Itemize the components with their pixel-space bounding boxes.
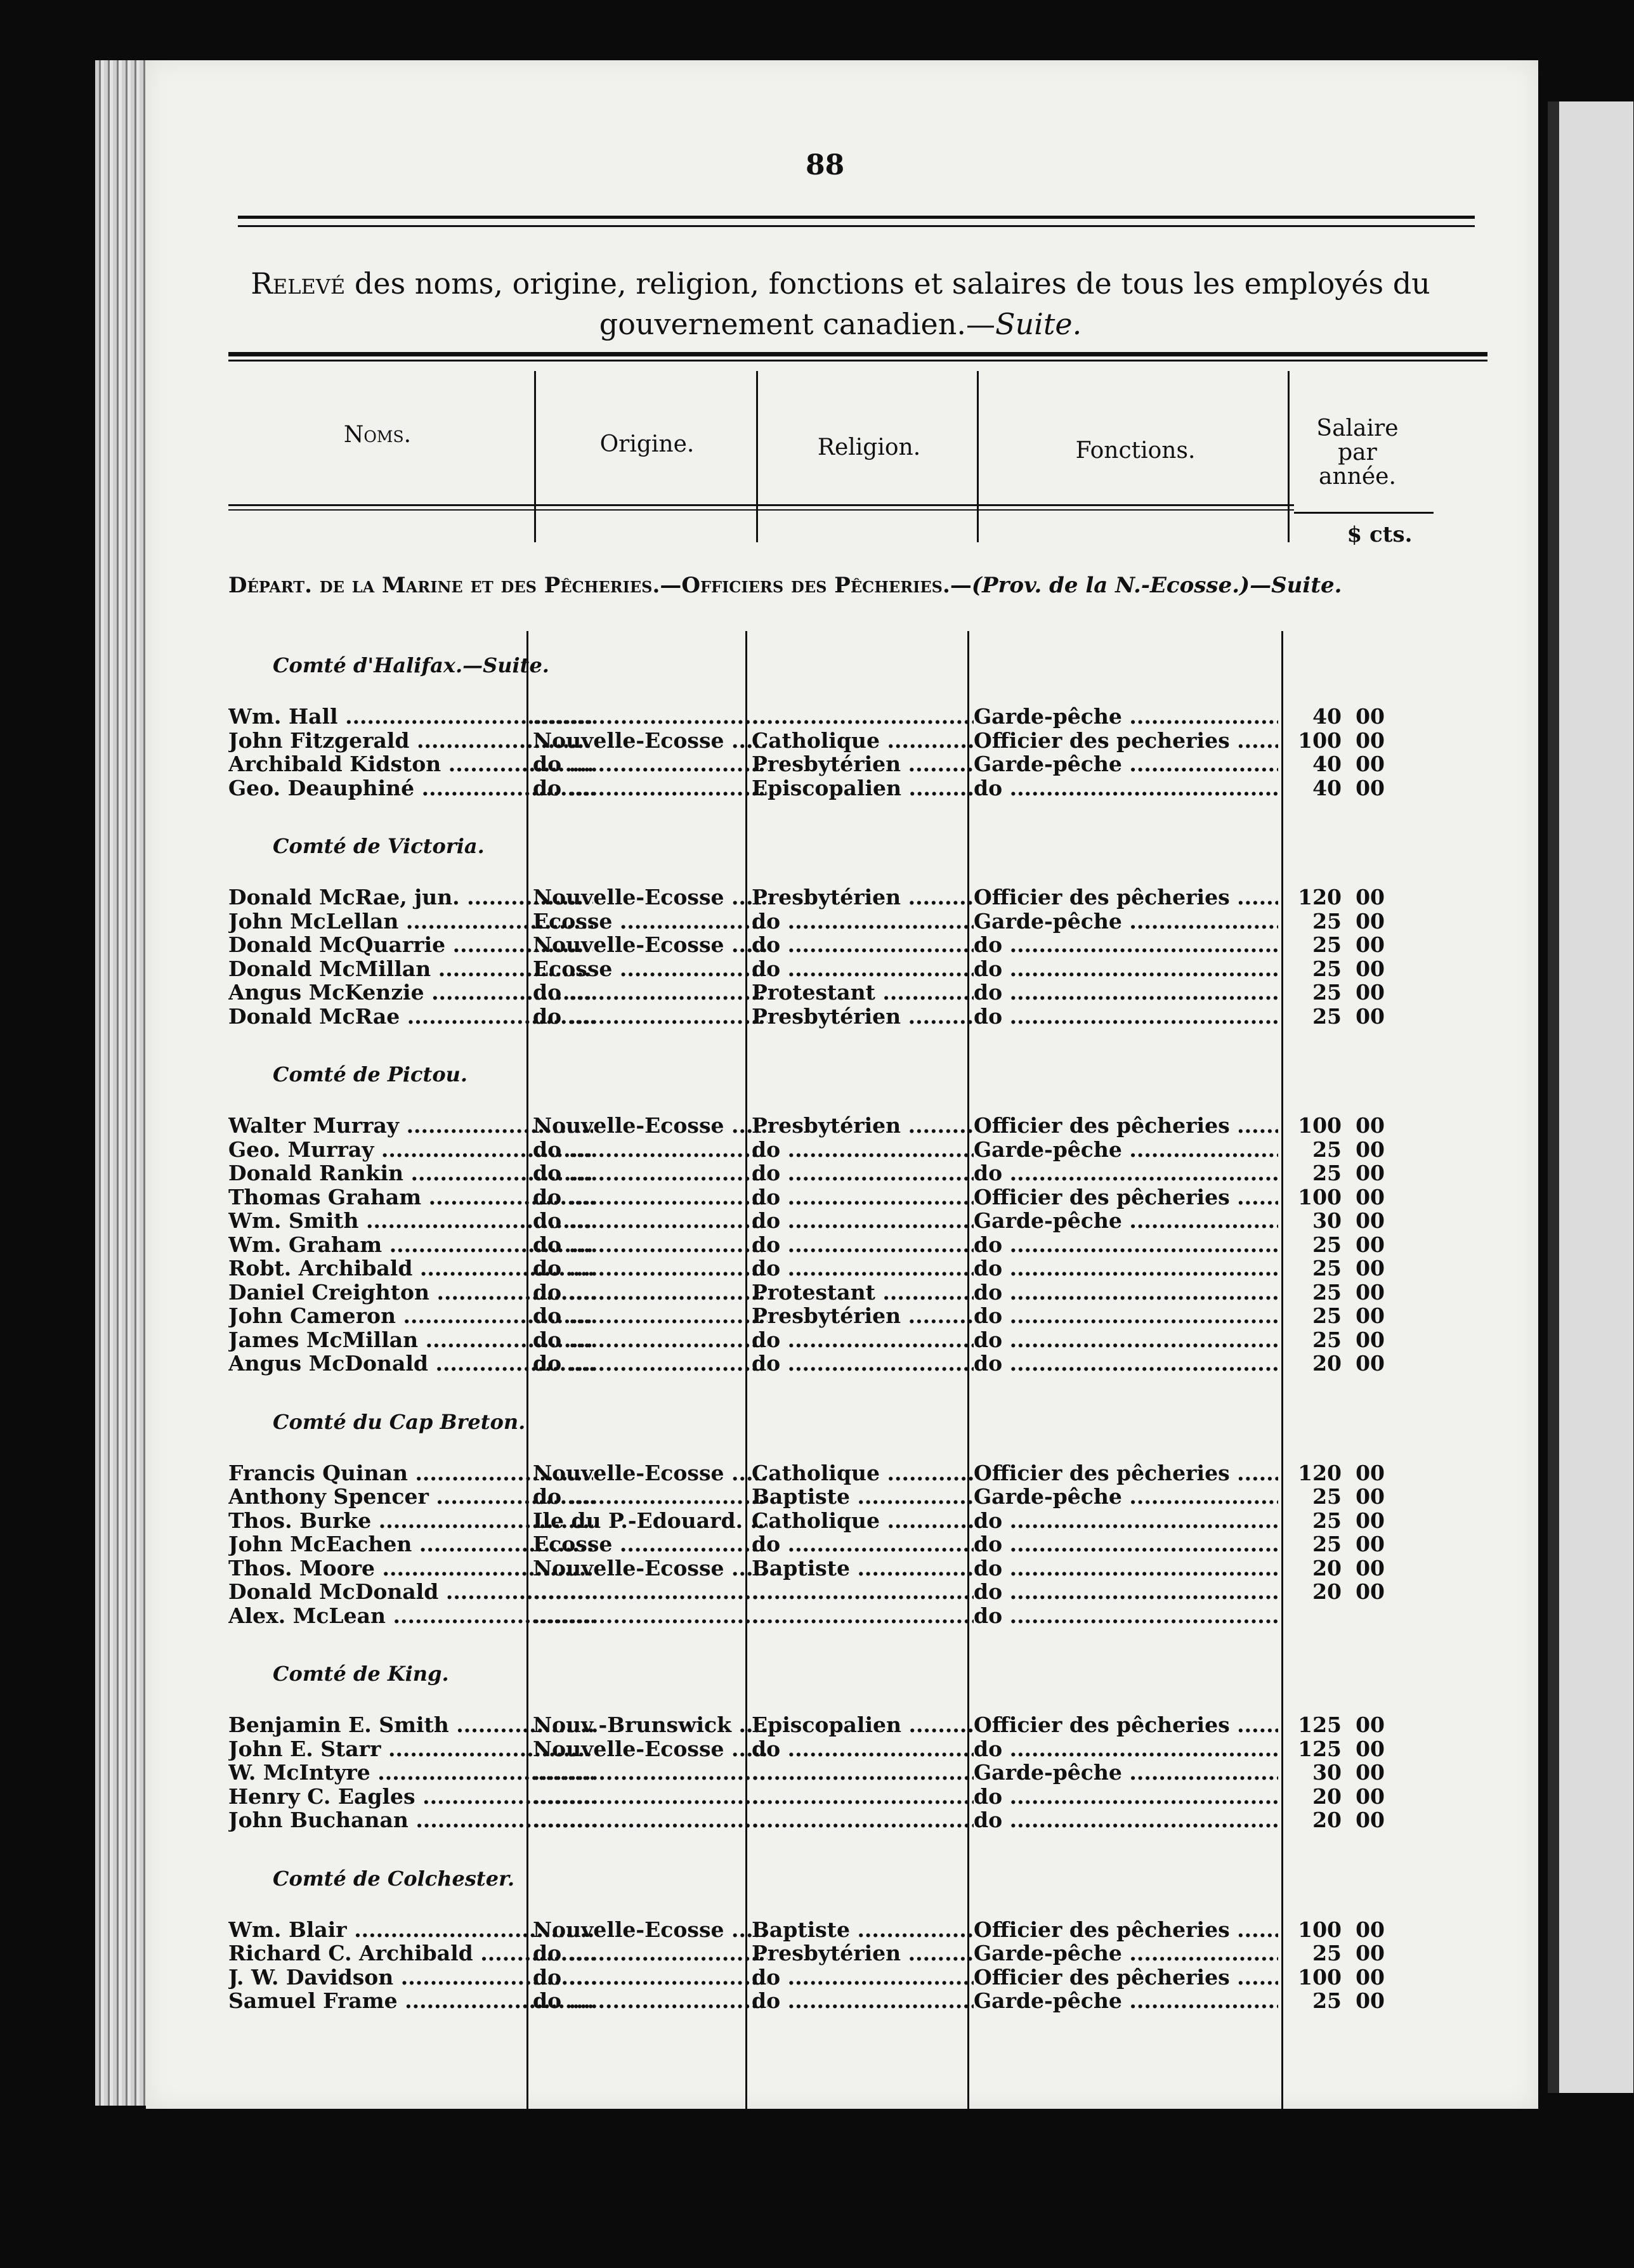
table-row (146, 1351, 1478, 1374)
employee-origin: Nouvelle-Ecosse ..... (533, 1917, 768, 1942)
employee-salary-cents: 00 (1356, 1256, 1385, 1281)
employee-salary-cents: 00 (1356, 1917, 1385, 1942)
employee-religion: Episcopalien ..... (752, 1712, 974, 1737)
employee-salary-cents: 00 (1356, 1279, 1385, 1305)
employee-origin: Ecosse ..... (533, 956, 768, 981)
employee-salary-cents: 00 (1356, 775, 1385, 800)
county-heading: Comté d'Halifax.—Suite. (273, 653, 549, 677)
table-row (146, 1532, 1478, 1554)
employee-salary: 25 (1312, 1988, 1342, 2013)
employee-name: John E. Starr ..... (228, 1737, 593, 1761)
header-units: $ cts. (1347, 522, 1413, 547)
table-row (146, 1280, 1478, 1303)
employee-function: do ..... (974, 1808, 1278, 1832)
employee-religion: Protestant ..... (752, 1280, 974, 1305)
employee-salary: 25 (1312, 980, 1342, 1005)
facing-page-strip (1548, 101, 1633, 2093)
employee-religion: Presbytérien ..... (752, 1941, 974, 1965)
employee-salary-cents: 00 (1356, 1736, 1385, 1761)
employee-function: do ..... (974, 1737, 1278, 1761)
employee-function: do ..... (974, 1303, 1278, 1328)
employee-name: Thomas Graham ..... (228, 1185, 593, 1209)
table-row (146, 1137, 1478, 1160)
employee-salary: 25 (1312, 908, 1342, 934)
employee-origin: Nouvelle-Ecosse ..... (533, 1113, 768, 1138)
table-row (146, 1808, 1478, 1830)
employee-religion: Baptiste ..... (752, 1917, 974, 1942)
employee-salary-cents: 00 (1356, 956, 1385, 981)
employee-religion: do ..... (752, 1988, 974, 2013)
employee-salary: 25 (1312, 1327, 1342, 1352)
employee-salary: 120 (1298, 1460, 1342, 1485)
header-salaire-line3: année. (1319, 464, 1396, 490)
table-row (146, 1208, 1478, 1231)
employee-salary-cents: 00 (1356, 1232, 1385, 1257)
table-row (146, 752, 1478, 774)
employee-religion: do ..... (752, 1327, 974, 1352)
employee-religion (752, 1808, 974, 1832)
table-row (146, 1988, 1478, 2011)
employee-name: Anthony Spencer ..... (228, 1484, 593, 1509)
employee-origin: do ..... (533, 1965, 768, 1990)
employee-origin: do ..... (533, 1232, 768, 1257)
table-row (146, 1917, 1478, 1940)
employee-function: do ..... (974, 1232, 1278, 1257)
employee-salary: 100 (1298, 727, 1342, 753)
employee-function: do ..... (974, 776, 1278, 800)
employee-function: Officier des pêcheries ..... (974, 1185, 1278, 1209)
employee-function: Garde-pêche ..... (974, 1484, 1278, 1509)
employee-origin: do ..... (533, 776, 768, 800)
table-row (146, 1941, 1478, 1964)
table-row (146, 1327, 1478, 1350)
employee-name: John Cameron ..... (228, 1303, 593, 1328)
header-separator (977, 371, 979, 542)
header-separator (756, 371, 758, 542)
employee-salary: 25 (1312, 1137, 1342, 1162)
employee-name: Benjamin E. Smith ..... (228, 1712, 593, 1737)
employee-function: Garde-pêche ..... (974, 1941, 1278, 1965)
employee-function: do ..... (974, 1784, 1278, 1809)
employee-name: Donald Rankin ..... (228, 1161, 593, 1185)
table-row (146, 1461, 1478, 1483)
employee-salary: 100 (1298, 1964, 1342, 1990)
employee-religion: do ..... (752, 1232, 974, 1257)
employee-salary: 100 (1298, 1113, 1342, 1138)
employee-salary: 25 (1312, 1003, 1342, 1029)
employee-function: do ..... (974, 956, 1278, 981)
employee-function: do ..... (974, 1508, 1278, 1533)
employee-origin (533, 1579, 768, 1604)
table-row (146, 1484, 1478, 1507)
table-row (146, 885, 1478, 908)
employee-origin: do ..... (533, 1004, 768, 1029)
employee-origin: Nouvelle-Ecosse ..... (533, 1556, 768, 1580)
employee-salary: 125 (1298, 1712, 1342, 1737)
employee-salary-cents: 00 (1356, 1808, 1385, 1832)
employee-function: do ..... (974, 1256, 1278, 1281)
employee-function: Officier des pêcheries ..... (974, 1461, 1278, 1485)
employee-salary: 100 (1298, 1184, 1342, 1209)
employee-salary-cents: 00 (1356, 1988, 1385, 2013)
employee-salary: 25 (1312, 1232, 1342, 1257)
employee-salary: 100 (1298, 1917, 1342, 1942)
employee-salary: 30 (1312, 1208, 1342, 1233)
table-row (146, 1760, 1478, 1783)
employee-name: Wm. Blair ..... (228, 1917, 593, 1942)
employee-origin: Nouvelle-Ecosse ..... (533, 1737, 768, 1761)
employee-religion: Episcopalien ..... (752, 776, 974, 800)
header-rule-bottom (228, 504, 1294, 506)
table-row (146, 980, 1478, 1003)
employee-religion: do ..... (752, 1137, 974, 1162)
employee-function: Officier des pêcheries ..... (974, 1113, 1278, 1138)
employee-salary-cents: 00 (1356, 1579, 1385, 1604)
employee-salary-cents: 00 (1356, 1783, 1385, 1809)
header-religion: Religion. (817, 434, 921, 460)
table-row (146, 1603, 1478, 1626)
header-rule-top (228, 352, 1487, 356)
employee-origin: do ..... (533, 1988, 768, 2013)
employee-name: Thos. Burke ..... (228, 1508, 593, 1533)
employee-salary: 25 (1312, 1508, 1342, 1533)
employee-religion: Catholique ..... (752, 728, 974, 753)
employee-religion: do ..... (752, 1185, 974, 1209)
employee-origin: Ecosse ..... (533, 909, 768, 934)
page-number: 88 (806, 149, 845, 181)
employee-religion: Presbytérien ..... (752, 1303, 974, 1328)
department-suite: —Suite. (1250, 573, 1342, 598)
employee-salary-cents: 00 (1356, 1137, 1385, 1162)
top-rule (238, 216, 1475, 219)
employee-religion: do ..... (752, 932, 974, 957)
employee-religion: do ..... (752, 1532, 974, 1556)
employee-salary-cents: 00 (1356, 932, 1385, 957)
table-row (146, 1784, 1478, 1807)
employee-origin: do ..... (533, 1941, 768, 1965)
employee-salary: 40 (1312, 752, 1342, 776)
employee-name: Richard C. Archibald ..... (228, 1941, 593, 1965)
employee-function: Officier des pêcheries ..... (974, 1712, 1278, 1737)
employee-salary: 25 (1312, 1161, 1342, 1185)
header-salaire-line2: par (1338, 440, 1377, 466)
employee-origin: do ..... (533, 1303, 768, 1328)
employee-name: James McMillan ..... (228, 1327, 593, 1352)
book-page-edges (95, 60, 149, 2106)
employee-religion: Baptiste ..... (752, 1556, 974, 1580)
employee-religion: Presbytérien ..... (752, 752, 974, 776)
employee-salary: 120 (1298, 885, 1342, 909)
employee-origin: Nouvelle-Ecosse ..... (533, 728, 768, 753)
employee-name: Walter Murray ..... (228, 1113, 593, 1138)
employee-function: Officier des pêcheries ..... (974, 885, 1278, 909)
employee-origin (533, 1760, 768, 1785)
employee-name: W. McIntyre ..... (228, 1760, 593, 1785)
employee-salary-cents: 00 (1356, 1184, 1385, 1209)
employee-name: Donald McDonald ..... (228, 1579, 593, 1604)
employee-origin (533, 704, 768, 729)
employee-function: do ..... (974, 1532, 1278, 1556)
employee-name: Francis Quinan ..... (228, 1461, 593, 1485)
employee-name: Alex. McLean ..... (228, 1603, 593, 1628)
employee-origin: Nouvelle-Ecosse ..... (533, 1461, 768, 1485)
employee-name: Samuel Frame ..... (228, 1988, 593, 2013)
employee-salary-cents: 00 (1356, 908, 1385, 934)
table-row (146, 909, 1478, 932)
employee-origin: do ..... (533, 1185, 768, 1209)
title-suite: Suite. (995, 307, 1082, 341)
employee-salary-cents: 00 (1356, 1532, 1385, 1556)
employee-salary-cents: 00 (1356, 1003, 1385, 1029)
employee-salary-cents: 00 (1356, 1351, 1385, 1376)
employee-function: Garde-pêche ..... (974, 704, 1278, 729)
employee-origin (533, 1808, 768, 1832)
employee-religion: do ..... (752, 1737, 974, 1761)
employee-salary-cents: 00 (1356, 885, 1385, 909)
employee-origin: Ile du P.-Edouard. ..... (533, 1508, 768, 1533)
employee-function: Garde-pêche ..... (974, 1137, 1278, 1162)
employee-name: John Buchanan ..... (228, 1808, 593, 1832)
department-province: (Prov. de la N.-Ecosse.) (971, 573, 1250, 598)
employee-origin: do ..... (533, 1137, 768, 1162)
employee-function: Officier des pêcheries ..... (974, 1917, 1278, 1942)
employee-function: Garde-pêche ..... (974, 752, 1278, 776)
employee-religion (752, 1579, 974, 1604)
table-row (146, 1185, 1478, 1208)
employee-function: Officier des pecheries ..... (974, 728, 1278, 753)
employee-religion: Presbytérien ..... (752, 1004, 974, 1029)
employee-religion: Protestant ..... (752, 980, 974, 1005)
employee-salary: 25 (1312, 1303, 1342, 1328)
header-separator (1288, 371, 1290, 542)
employee-function: do ..... (974, 1351, 1278, 1376)
employee-name: Thos. Moore ..... (228, 1556, 593, 1580)
table-row (146, 932, 1478, 955)
title-lead: Relevé (251, 266, 346, 301)
county-heading: Comté de Pictou. (273, 1062, 468, 1086)
department-main: Départ. de la Marine et des Pêcheries.—Officiers des Pêcheries.— (228, 573, 972, 598)
header-salaire-line1: Salaire (1316, 415, 1399, 441)
employee-salary: 40 (1312, 775, 1342, 800)
employee-religion: do ..... (752, 956, 974, 981)
table-row (146, 1737, 1478, 1759)
employee-function: do ..... (974, 932, 1278, 957)
employee-salary-cents: 00 (1356, 980, 1385, 1005)
employee-function: do ..... (974, 1556, 1278, 1580)
county-heading: Comté de King. (273, 1662, 449, 1686)
employee-religion: do ..... (752, 1256, 974, 1281)
header-fonctions: Fonctions. (1075, 438, 1196, 464)
header-separator (534, 371, 536, 542)
employee-origin: do ..... (533, 1484, 768, 1509)
employee-function: Garde-pêche ..... (974, 1208, 1278, 1233)
table-row (146, 1508, 1478, 1531)
employee-origin: Nouvelle-Ecosse ..... (533, 885, 768, 909)
employee-name: Geo. Deauphiné ..... (228, 776, 593, 800)
employee-name: Robt. Archibald ..... (228, 1256, 593, 1281)
employee-religion (752, 1784, 974, 1809)
top-rule-thin (238, 225, 1475, 227)
table-row (146, 1161, 1478, 1183)
employee-religion (752, 1760, 974, 1785)
employee-name: Wm. Graham ..... (228, 1232, 593, 1257)
employee-name: John McLellan ..... (228, 909, 593, 934)
employee-salary-cents: 00 (1356, 752, 1385, 776)
employee-salary: 25 (1312, 932, 1342, 957)
table-row (146, 1232, 1478, 1255)
employee-religion: Presbytérien ..... (752, 1113, 974, 1138)
employee-name: Archibald Kidston ..... (228, 752, 593, 776)
employee-origin: do ..... (533, 1280, 768, 1305)
employee-function: Garde-pêche ..... (974, 909, 1278, 934)
employee-salary-cents: 00 (1356, 1712, 1385, 1737)
table-row (146, 1004, 1478, 1027)
employee-origin: do ..... (533, 1351, 768, 1376)
employee-origin: Ecosse ..... (533, 1532, 768, 1556)
employee-name: Geo. Murray ..... (228, 1137, 593, 1162)
employee-salary-cents: 00 (1356, 1327, 1385, 1352)
employee-salary: 20 (1312, 1783, 1342, 1809)
employee-origin (533, 1603, 768, 1628)
employee-origin: do ..... (533, 752, 768, 776)
table-row (146, 1556, 1478, 1579)
employee-salary-cents: 00 (1356, 1941, 1385, 1965)
employee-salary: 30 (1312, 1760, 1342, 1785)
employee-salary-cents: 00 (1356, 1484, 1385, 1509)
employee-origin: do ..... (533, 980, 768, 1005)
employee-salary: 40 (1312, 704, 1342, 729)
table-row (146, 1303, 1478, 1326)
table-row (146, 1113, 1478, 1136)
county-heading: Comté de Victoria. (273, 834, 485, 858)
header-noms: Noms. (343, 422, 412, 448)
employee-name: Angus McKenzie ..... (228, 980, 593, 1005)
table-row (146, 1965, 1478, 1988)
employee-function: do ..... (974, 980, 1278, 1005)
employee-salary-cents: 00 (1356, 1760, 1385, 1785)
table-row (146, 776, 1478, 798)
employee-function: Officier des pêcheries ..... (974, 1965, 1278, 1990)
header-salaire (1294, 417, 1421, 489)
employee-salary: 25 (1312, 1532, 1342, 1556)
header-rule-top-thin (228, 360, 1487, 362)
table-row (146, 1256, 1478, 1279)
salary-rule (1294, 512, 1434, 514)
title-text: des noms, origine, religion, fonctions et salaires de tous les employés du (354, 266, 1430, 301)
employee-salary-cents: 00 (1356, 1208, 1385, 1233)
employee-origin: do ..... (533, 1327, 768, 1352)
employee-salary: 125 (1298, 1736, 1342, 1761)
employee-religion: Presbytérien ..... (752, 885, 974, 909)
employee-origin: Nouvelle-Ecosse ..... (533, 932, 768, 957)
employee-name: Angus McDonald ..... (228, 1351, 593, 1376)
employee-function: do ..... (974, 1280, 1278, 1305)
employee-salary: 25 (1312, 1941, 1342, 1965)
employee-function: do ..... (974, 1161, 1278, 1185)
employee-religion: Catholique ..... (752, 1508, 974, 1533)
employee-salary-cents: 00 (1356, 727, 1385, 753)
employee-religion: Catholique ..... (752, 1461, 974, 1485)
employee-religion: do ..... (752, 1351, 974, 1376)
employee-salary-cents: 00 (1356, 1964, 1385, 1990)
document-page (146, 60, 1538, 2109)
employee-religion (752, 704, 974, 729)
employee-salary: 25 (1312, 956, 1342, 981)
employee-name: Donald McRae ..... (228, 1004, 593, 1029)
employee-religion: do ..... (752, 1965, 974, 1990)
employee-function: do ..... (974, 1004, 1278, 1029)
employee-name: Daniel Creighton ..... (228, 1280, 593, 1305)
employee-origin: Nouv.-Brunswick ..... (533, 1712, 768, 1737)
employee-religion: Baptiste ..... (752, 1484, 974, 1509)
employee-name: Wm. Hall ..... (228, 704, 593, 729)
employee-origin: do ..... (533, 1208, 768, 1233)
employee-name: Donald McMillan ..... (228, 956, 593, 981)
employee-salary: 20 (1312, 1555, 1342, 1580)
employee-function: Garde-pêche ..... (974, 1760, 1278, 1785)
header-rule-bottom-thin (228, 509, 1294, 511)
department-heading (228, 573, 1342, 598)
table-row (146, 956, 1478, 979)
employee-salary-cents: 00 (1356, 1161, 1385, 1185)
employee-origin: do ..... (533, 1256, 768, 1281)
employee-salary: 20 (1312, 1351, 1342, 1376)
header-origine: Origine. (599, 431, 695, 457)
employee-function: Garde-pêche ..... (974, 1988, 1278, 2013)
table-row (146, 728, 1478, 751)
employee-salary-cents: 00 (1356, 1113, 1385, 1138)
employee-salary-cents: 00 (1356, 1460, 1385, 1485)
employee-salary: 20 (1312, 1579, 1342, 1604)
employee-name: Henry C. Eagles ..... (228, 1784, 593, 1809)
employee-name: Donald McQuarrie ..... (228, 932, 593, 957)
employee-religion: do ..... (752, 1161, 974, 1185)
employee-salary-cents: 00 (1356, 704, 1385, 729)
employee-name: Wm. Smith ..... (228, 1208, 593, 1233)
employee-name: John Fitzgerald ..... (228, 728, 593, 753)
employee-salary: 20 (1312, 1808, 1342, 1832)
table-row (146, 1712, 1478, 1735)
page-title (206, 263, 1475, 344)
employee-salary: 25 (1312, 1484, 1342, 1509)
employee-religion (752, 1603, 974, 1628)
employee-name: J. W. Davidson ..... (228, 1965, 593, 1990)
employee-name: John McEachen ..... (228, 1532, 593, 1556)
employee-function: do ..... (974, 1603, 1278, 1628)
employee-function: do ..... (974, 1327, 1278, 1352)
employee-function: do ..... (974, 1579, 1278, 1604)
county-heading: Comté du Cap Breton. (273, 1409, 526, 1434)
employee-name: Donald McRae, jun. ..... (228, 885, 593, 909)
employee-origin (533, 1784, 768, 1809)
table-row (146, 704, 1478, 727)
employee-salary-cents: 00 (1356, 1555, 1385, 1580)
employee-origin: do ..... (533, 1161, 768, 1185)
employee-religion: do ..... (752, 909, 974, 934)
county-heading: Comté de Colchester. (273, 1866, 515, 1891)
table-row (146, 1579, 1478, 1602)
employee-salary: 25 (1312, 1256, 1342, 1281)
employee-salary-cents: 00 (1356, 1508, 1385, 1533)
employee-religion: do ..... (752, 1208, 974, 1233)
employee-salary-cents: 00 (1356, 1303, 1385, 1328)
employee-salary: 25 (1312, 1279, 1342, 1305)
title-line-2: gouvernement canadien.— (599, 307, 996, 341)
